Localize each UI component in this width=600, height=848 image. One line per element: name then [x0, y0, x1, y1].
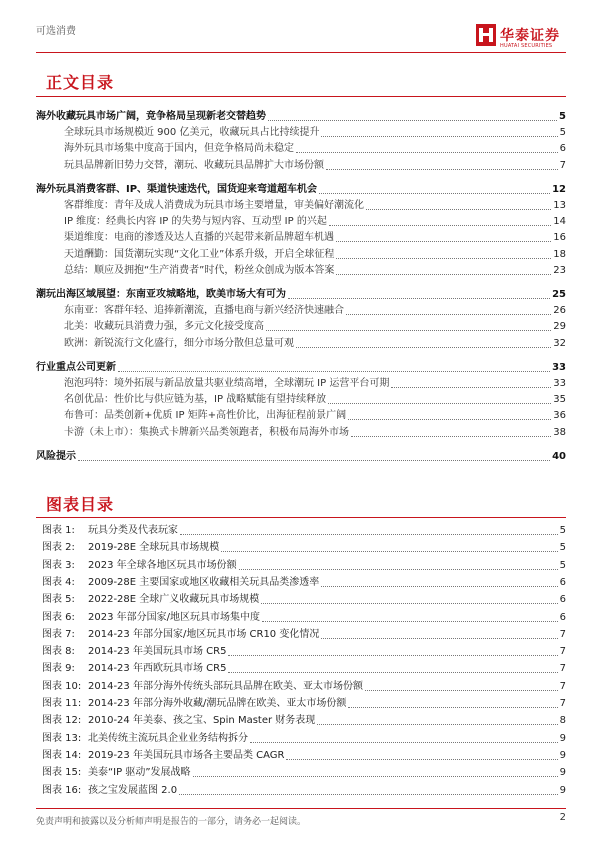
toc-leader-dots [321, 136, 557, 137]
logo-mark-icon [476, 24, 496, 46]
header-tag: 可选消费 [36, 26, 76, 37]
figure-label: 图表 3: [42, 559, 75, 571]
figure-title: 2019-28E 全球玩具市场规模 [88, 542, 220, 554]
figure-page: 9 [559, 732, 566, 744]
toc-subsection-entry[interactable] [36, 157, 566, 173]
toc-leader-dots [296, 152, 558, 153]
figure-leader-dots [321, 586, 557, 587]
toc-entry-title: 风险提示 [36, 450, 76, 462]
figure-label: 图表 16: [42, 784, 82, 796]
figure-leader-dots [250, 742, 558, 743]
figure-entry[interactable] [36, 591, 566, 607]
figure-title: 北美传统主流玩具企业业务结构拆分 [88, 732, 248, 744]
logo-text-cn: 华泰证券 [500, 28, 560, 44]
figures-title: 图表目录 [46, 495, 115, 514]
toc-subsection-entry[interactable] [36, 246, 566, 262]
toc-leader-dots [336, 258, 551, 259]
figure-page: 7 [559, 663, 566, 675]
figure-entry[interactable] [36, 695, 566, 711]
figure-entry[interactable] [36, 539, 566, 555]
toc-leader-dots [336, 241, 551, 242]
figure-page: 8 [559, 715, 566, 727]
toc-entry-title: 名创优品：性价比与供应链为基，IP 战略赋能有望持续释放 [64, 394, 327, 406]
figure-leader-dots [239, 569, 558, 570]
figure-leader-dots [261, 603, 557, 604]
toc-entry-title: 海外收藏玩具市场广阔，竞争格局呈现新老交替趋势 [36, 111, 266, 122]
toc-entry-page: 36 [553, 410, 566, 422]
figure-page: 6 [559, 576, 566, 588]
figure-label: 图表 2: [42, 542, 75, 554]
toc-entry-page: 23 [553, 264, 566, 276]
figure-entry[interactable] [36, 557, 566, 573]
toc-subsection-entry[interactable] [36, 229, 566, 245]
figure-entry[interactable] [36, 747, 566, 763]
figure-label: 图表 8: [42, 646, 75, 658]
figure-page: 7 [559, 698, 566, 709]
toc-entry-page: 32 [553, 337, 566, 349]
figure-entry[interactable] [36, 643, 566, 659]
toc-title-divider [36, 96, 566, 97]
toc-leader-dots [268, 120, 557, 121]
figure-title: 2009-28E 主要国家或地区收藏相关玩具品类渗透率 [88, 576, 320, 588]
toc-subsection-entry[interactable] [36, 335, 566, 351]
figure-page: 6 [559, 611, 566, 623]
toc-leader-dots [391, 387, 551, 388]
toc-entry-page: 7 [559, 159, 566, 171]
toc-entry-page: 38 [553, 426, 566, 438]
figure-entry[interactable] [36, 764, 566, 780]
toc-leader-dots [266, 330, 551, 331]
toc-leader-dots [348, 419, 551, 420]
list-of-figures [36, 522, 566, 802]
figure-title: 2022-28E 全球广义收藏玩具市场规模 [88, 594, 260, 606]
toc-section-entry[interactable] [36, 286, 566, 302]
toc-entry-title: 渠道维度：电商的渗透及达人直播的兴起带来新品牌超车机遇 [64, 232, 334, 244]
toc-subsection-entry[interactable] [36, 140, 566, 156]
figure-leader-dots [221, 551, 557, 552]
toc-leader-dots [319, 193, 550, 194]
figure-title: 2014-23 年美国玩具市场 CR5 [88, 646, 227, 658]
toc-leader-dots [78, 460, 550, 461]
figure-title: 2023 年部分国家/地区玩具市场集中度 [88, 611, 260, 623]
figure-label: 图表 5: [42, 594, 75, 606]
toc-subsection-entry[interactable] [36, 407, 566, 423]
toc-leader-dots [366, 209, 551, 210]
toc-section-entry[interactable] [36, 448, 566, 464]
toc-leader-dots [326, 169, 558, 170]
toc-entry-title: 北美：收藏玩具消费力强，多元文化接受度高 [64, 321, 264, 333]
table-of-contents [36, 108, 566, 462]
toc-entry-page: 16 [553, 232, 566, 244]
figure-label: 图表 15: [42, 767, 82, 779]
toc-subsection-entry[interactable] [36, 124, 566, 140]
toc-entry-page: 29 [553, 321, 566, 333]
figure-leader-dots [228, 655, 557, 656]
figures-title-divider [36, 517, 566, 518]
figure-leader-dots [193, 776, 558, 777]
figure-entry[interactable] [36, 660, 566, 676]
figure-label: 图表 13: [42, 732, 82, 744]
figure-label: 图表 12: [42, 715, 82, 727]
figure-leader-dots [286, 759, 557, 760]
toc-section-entry[interactable] [36, 181, 566, 197]
toc-subsection-entry[interactable] [36, 391, 566, 407]
toc-subsection-entry[interactable] [36, 302, 566, 318]
company-logo [476, 24, 566, 54]
toc-leader-dots [336, 274, 551, 275]
toc-entry-title: 总结：顺应及拥抱“生产消费者”时代，粉丝众创成为版本答案 [64, 264, 335, 276]
figure-page: 9 [559, 749, 566, 761]
toc-entry-title: 全球玩具市场规模近 900 亿美元，收藏玩具占比持续提升 [64, 127, 320, 139]
toc-subsection-entry[interactable] [36, 262, 566, 278]
figure-label: 图表 11: [42, 698, 82, 709]
toc-entry-title: 海外玩具消费客群、IP、渠道快速迭代，国货迎来弯道超车机会 [36, 183, 318, 195]
toc-title: 正文目录 [46, 73, 115, 92]
header-divider [36, 52, 566, 53]
figure-label: 图表 7: [42, 628, 75, 640]
toc-entry-page: 35 [553, 394, 566, 406]
figure-leader-dots [180, 534, 558, 535]
figure-label: 图表 6: [42, 611, 75, 623]
figure-entry[interactable] [36, 522, 566, 538]
footer-divider [36, 808, 566, 809]
toc-subsection-entry[interactable] [36, 424, 566, 440]
figure-page: 7 [559, 646, 566, 658]
figure-entry[interactable] [36, 609, 566, 625]
toc-entry-page: 5 [559, 127, 566, 139]
figure-leader-dots [348, 707, 557, 708]
figure-leader-dots [179, 794, 558, 795]
figure-page: 9 [559, 784, 566, 796]
toc-entry-page: 25 [552, 289, 566, 300]
toc-leader-dots [329, 225, 551, 226]
toc-leader-dots [118, 371, 550, 372]
toc-leader-dots [288, 298, 550, 299]
figure-title: 2014-23 年西欧玩具市场 CR5 [88, 663, 227, 675]
figure-title: 2019-23 年美国玩具市场各主要品类 CAGR [88, 749, 285, 761]
toc-entry-title: 泡泡玛特：境外拓展与新品放量共驱业绩高增，全球潮玩 IP 运营平台可期 [64, 378, 390, 389]
figure-label: 图表 10: [42, 680, 82, 692]
toc-entry-page: 6 [559, 143, 566, 155]
figure-entry[interactable] [36, 626, 566, 642]
toc-entry-page: 26 [553, 305, 566, 317]
page-number: 2 [559, 812, 566, 823]
figure-title: 2010-24 年美泰、孩之宝、Spin Master 财务表现 [88, 715, 316, 727]
figure-entry[interactable] [36, 574, 566, 590]
figure-label: 图表 9: [42, 663, 75, 675]
toc-subsection-entry[interactable] [36, 375, 566, 391]
figure-page: 7 [559, 628, 566, 640]
toc-entry-title: 天道酬勤：国货潮玩实现“文化工业”体系升级，开启全球征程 [64, 248, 335, 260]
figure-title: 孩之宝发展蓝图 2.0 [88, 784, 178, 796]
toc-entry-title: 布鲁可：品类创新+优质 IP 矩阵+高性价比，出海征程前景广阔 [64, 410, 347, 422]
figure-label: 图表 4: [42, 576, 75, 588]
toc-leader-dots [296, 347, 551, 348]
figure-title: 2014-23 年部分国家/地区玩具市场 CR10 变化情况 [88, 628, 320, 640]
toc-section-entry[interactable] [36, 108, 566, 124]
toc-entry-title: 行业重点公司更新 [36, 361, 116, 373]
figure-leader-dots [365, 690, 558, 691]
figure-leader-dots [321, 638, 557, 639]
figure-page: 7 [559, 680, 566, 692]
toc-entry-page: 40 [552, 450, 566, 462]
toc-entry-page: 12 [552, 183, 566, 195]
figure-title: 2014-23 年部分海外收藏/潮玩品牌在欧美、亚太市场份额 [88, 698, 347, 709]
toc-entry-page: 14 [553, 216, 566, 228]
toc-entry-page: 33 [552, 361, 566, 373]
figure-title: 2023 年全球各地区玩具市场份额 [88, 559, 237, 571]
disclaimer-note: 免责声明和披露以及分析师声明是报告的一部分，请务必一起阅读。 [36, 817, 307, 827]
toc-entry-page: 5 [559, 111, 566, 122]
figure-page: 5 [559, 559, 566, 571]
figure-page: 9 [559, 767, 566, 779]
figure-leader-dots [317, 724, 557, 725]
toc-leader-dots [328, 403, 551, 404]
figure-page: 5 [559, 542, 566, 554]
toc-entry-title: 东南亚：客群年轻、追捧新潮流，直播电商与新兴经济快速融合 [64, 305, 344, 317]
figure-entry[interactable] [36, 678, 566, 694]
figure-title: 美泰“IP 驱动”发展战略 [88, 767, 191, 779]
toc-leader-dots [351, 436, 551, 437]
toc-entry-page: 13 [553, 200, 566, 211]
figure-title: 2014-23 年部分海外传统头部玩具品牌在欧美、亚太市场份额 [88, 680, 363, 692]
toc-entry-page: 18 [553, 248, 566, 260]
figure-title: 玩具分类及代表玩家 [88, 525, 178, 536]
figure-leader-dots [262, 621, 558, 622]
toc-subsection-entry[interactable] [36, 197, 566, 213]
toc-subsection-entry[interactable] [36, 318, 566, 334]
logo-text-en: HUATAI SECURITIES [500, 43, 553, 49]
figure-page: 5 [559, 525, 566, 536]
figure-entry[interactable] [36, 782, 566, 798]
toc-leader-dots [346, 314, 551, 315]
toc-entry-title: 卡游（未上市）：集换式卡牌新兴品类领跑者，积极布局海外市场 [64, 426, 349, 438]
figure-label: 图表 1: [42, 525, 75, 536]
toc-subsection-entry[interactable] [36, 213, 566, 229]
figure-leader-dots [228, 672, 557, 673]
toc-entry-title: 潮玩出海区域展望：东南亚攻城略地，欧美市场大有可为 [36, 289, 286, 300]
toc-entry-page: 33 [553, 378, 566, 389]
figure-entry[interactable] [36, 730, 566, 746]
figure-label: 图表 14: [42, 749, 82, 761]
toc-entry-title: IP 维度：经典长内容 IP 的失势与短内容、互动型 IP 的兴起 [64, 216, 327, 228]
toc-entry-title: 玩具品牌新旧势力交替，潮玩、收藏玩具品牌扩大市场份额 [64, 159, 324, 171]
toc-section-entry[interactable] [36, 359, 566, 375]
figure-page: 6 [559, 594, 566, 606]
toc-entry-title: 欧洲：新锐流行文化盛行，细分市场分散但总量可观 [64, 337, 294, 349]
figure-entry[interactable] [36, 712, 566, 728]
toc-entry-title: 客群维度：青年及成人消费成为玩具市场主要增量，审美偏好潮流化 [64, 200, 364, 211]
toc-entry-title: 海外玩具市场集中度高于国内，但竞争格局尚未稳定 [64, 143, 294, 155]
